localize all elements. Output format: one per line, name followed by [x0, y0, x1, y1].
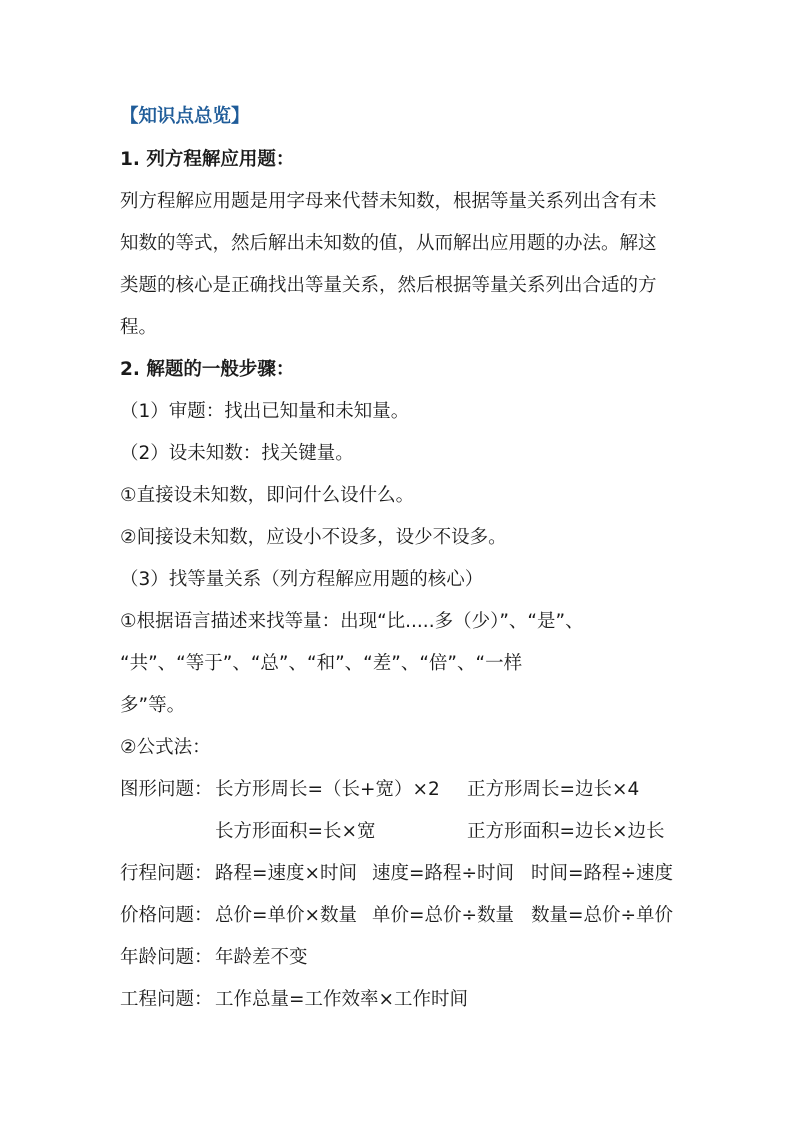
section1-title: 1. 列方程解应用题：	[120, 149, 295, 170]
section1-line-1: 列方程解应用题是用字母来代替未知数，根据等量关系列出含有未	[120, 191, 657, 212]
step-3: （3）找等量关系（列方程解应用题的核心）	[120, 569, 484, 590]
price-formula-unit: 单价=总价÷数量	[372, 905, 515, 926]
step-2: （2）设未知数：找关键量。	[120, 443, 354, 464]
age-label: 年龄问题：	[120, 947, 213, 968]
age-formula: 年龄差不变	[215, 947, 308, 968]
step-3-a-line-1: ①根据语言描述来找等量：出现“比.....多（少）”、“是”、	[120, 611, 584, 632]
step-3-a-line-3: 多”等。	[120, 695, 186, 716]
travel-label: 行程问题：	[120, 863, 213, 884]
step-2-b: ②间接设未知数，应设小不设多，设少不设多。	[120, 527, 507, 548]
square-perimeter-formula: 正方形周长=边长×4	[467, 779, 640, 800]
section2-title: 2. 解题的一般步骤：	[120, 359, 295, 380]
step-3-a-line-2: “共”、“等于”、“总”、“和”、“差”、“倍”、“一样	[120, 653, 523, 674]
rect-perimeter-formula: 长方形周长=（长+宽）×2	[215, 779, 440, 800]
square-area-formula: 正方形面积=边长×边长	[467, 821, 665, 842]
work-label: 工程问题：	[120, 989, 213, 1010]
section-heading: 【知识点总览】	[120, 106, 250, 127]
step-1: （1）审题：找出已知量和未知量。	[120, 401, 410, 422]
travel-formula-time: 时间=路程÷速度	[531, 863, 674, 884]
shape-label: 图形问题：	[120, 779, 213, 800]
travel-formula-distance: 路程=速度×时间	[215, 863, 358, 884]
work-formula: 工作总量=工作效率×工作时间	[215, 989, 469, 1010]
step-3-b: ②公式法：	[120, 737, 211, 758]
section1-line-3: 类题的核心是正确找出等量关系，然后根据等量关系列出合适的方	[120, 275, 657, 296]
travel-formula-speed: 速度=路程÷时间	[372, 863, 515, 884]
price-formula-quantity: 数量=总价÷单价	[531, 905, 674, 926]
step-2-a: ①直接设未知数，即问什么设什么。	[120, 485, 415, 506]
section1-line-4: 程。	[120, 317, 158, 338]
price-formula-total: 总价=单价×数量	[215, 905, 358, 926]
section1-line-2: 知数的等式，然后解出未知数的值，从而解出应用题的办法。解这	[120, 233, 657, 254]
rect-area-formula: 长方形面积=长×宽	[215, 821, 376, 842]
price-label: 价格问题：	[120, 905, 213, 926]
